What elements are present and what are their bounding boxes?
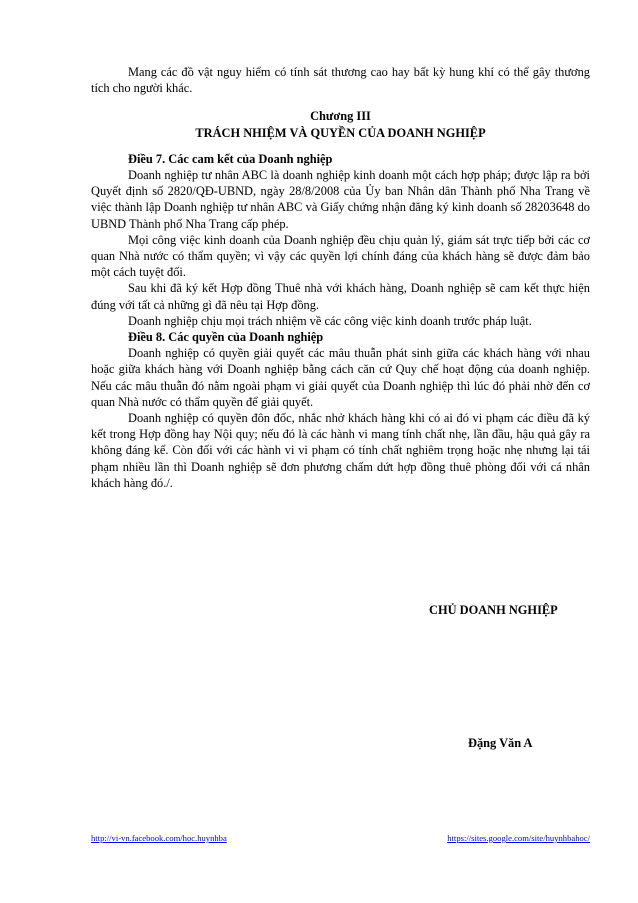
article-7-paragraph: Doanh nghiệp chịu mọi trách nhiệm về các công việc kinh doanh trước pháp luật. bbox=[128, 313, 532, 328]
article-7-paragraph: Mọi công việc kinh doanh của Doanh nghiệp đều chịu quản lý, giám sát trực tiếp bởi các cơ quan Nhà nước có thẩm quyền; vì vậy các quyền lợi chính đáng của khách hàng sẽ được đảm bảo một cách tuyệt đối. bbox=[91, 232, 590, 280]
article-8-paragraph: Doanh nghiệp có quyền đôn đốc, nhắc nhở khách hàng khi có ai đó vi phạm các điều đã ký kết trong Hợp đồng hay Nội quy; nếu đó là các hành vi mang tính chất nhẹ, lần đầu, hậu quả gây ra không đáng kể. Còn đối với các hành vi vi phạm có tính chất nghiêm trọng hoặc nhẹ nhưng lại tái phạm nhiều lần thì Doanh nghiệp sẽ đơn phương chấm dứt hợp đồng thuê phòng đối với cá nhân khách hàng đó./. bbox=[91, 411, 590, 490]
article-7-paragraph: Doanh nghiệp tư nhân ABC là doanh nghiệp kinh doanh một cách hợp pháp; được lập ra bởi Quyết định số 2820/QĐ-UBND, ngày 28/8/2008 của Ủy ban Nhân dân Thành phố Nha Trang về việc thành lập Doanh nghiệp tư nhân ABC và Giấy chứng nhận đăng ký kinh doanh số 28203648 do UBND Thành phố Nha Trang cấp phép. bbox=[91, 168, 590, 231]
footer-facebook-link[interactable]: http://vi-vn.facebook.com/hoc.huynhba bbox=[91, 833, 227, 843]
signature-title: CHỦ DOANH NGHIỆP bbox=[429, 603, 558, 617]
article-8-heading: Điều 8. Các quyền của Doanh nghiệp bbox=[128, 330, 324, 345]
paragraph-intro: Mang các đồ vật nguy hiểm có tính sát thương cao hay bất kỳ hung khí có thể gây thương tích cho người khác. bbox=[91, 65, 590, 96]
article-7-paragraph: Sau khi đã ký kết Hợp đồng Thuê nhà với khách hàng, Doanh nghiệp sẽ cam kết thực hiện đúng với tất cả những gì đã nêu tại Hợp đồng. bbox=[91, 281, 590, 312]
article-8-paragraph: Doanh nghiệp có quyền giải quyết các mâu thuẫn phát sinh giữa các khách hàng với nhau hoặc giữa khách hàng với Doanh nghiệp bằng cách căn cứ Quy chế hoạt động của doanh nghiệp. Nếu các mâu thuẫn đó nằm ngoài phạm vi giải quyết của Doanh nghiệp thì lúc đó phải nhờ đến cơ quan Nhà nước có thẩm quyền để giải quyết. bbox=[91, 346, 590, 409]
document-body bbox=[91, 64, 590, 491]
signature-name: Đặng Văn A bbox=[468, 736, 533, 750]
chapter-number: Chương III bbox=[310, 109, 371, 124]
chapter-title: TRÁCH NHIỆM VÀ QUYỀN CỦA DOANH NGHIỆP bbox=[195, 125, 486, 140]
article-7-heading: Điều 7. Các cam kết của Doanh nghiệp bbox=[128, 151, 333, 166]
footer-sites-link[interactable]: https://sites.google.com/site/huynhbahoc/ bbox=[447, 833, 590, 843]
